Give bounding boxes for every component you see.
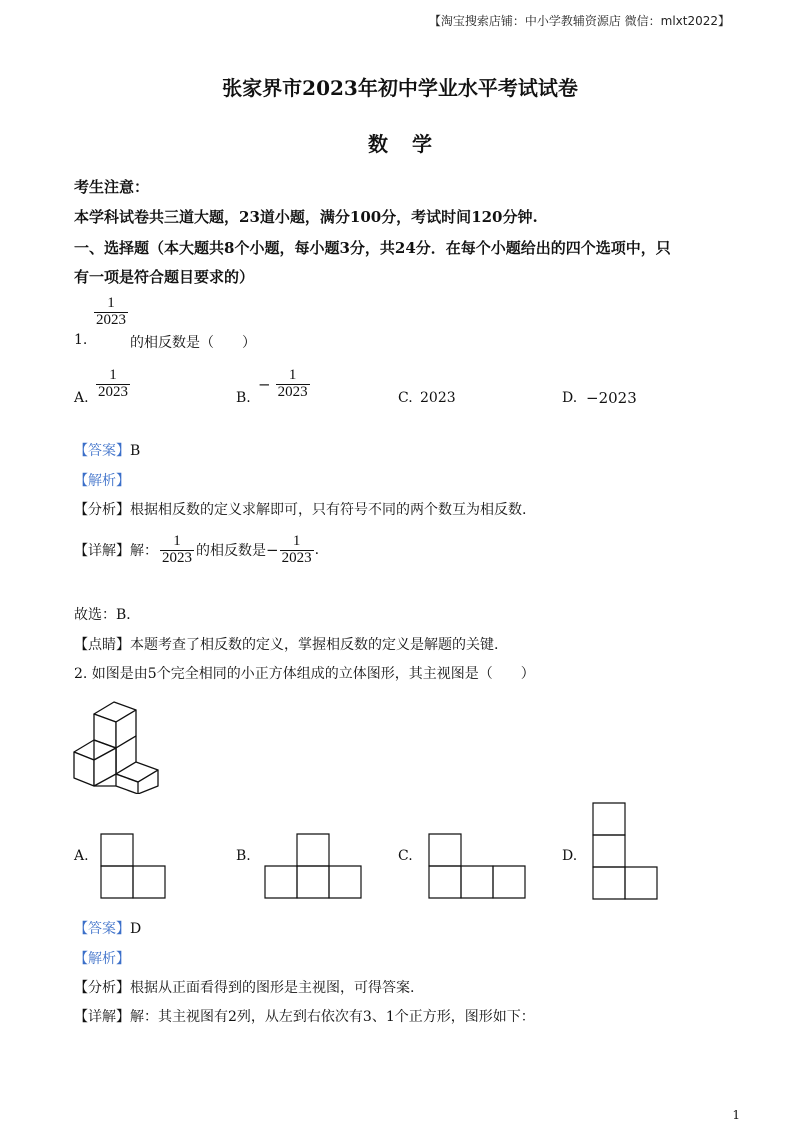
q1-detail-den: 2023	[162, 549, 192, 566]
q1-option-d-text: −2023	[586, 389, 637, 407]
notice-heading: 考生注意：	[74, 178, 150, 196]
q2-answer: D	[130, 921, 142, 937]
q1-option-b	[258, 368, 310, 401]
q1-fenxi-tag: 【分析】	[74, 502, 130, 518]
q2-fenxi-row	[74, 977, 414, 997]
q2-option-b-figure	[264, 833, 362, 899]
q1-answer-row	[74, 440, 140, 460]
section1-line2: 有一项是符合题目要求的）	[74, 268, 255, 286]
q1-option-a	[96, 368, 130, 401]
q1-frac-num: 1	[107, 295, 115, 311]
q1-analysis-tag: 【解析】	[74, 473, 130, 489]
page-title: 张家界市2023年初中学业水平考试试卷	[222, 76, 578, 100]
section1-line1: 一、选择题（本大题共8个小题，每小题3分，共24分．在每个小题给出的四个选项中，只	[74, 239, 671, 257]
subject-title: 数学	[368, 132, 456, 156]
q1-option-c-text: 2023	[420, 390, 456, 406]
q1-option-b-num: 1	[288, 367, 297, 383]
q2-stem: 2. 如图是由5个完全相同的小正方体组成的立体图形，其主视图是（ ）	[74, 666, 535, 682]
q2-option-c-figure	[428, 833, 526, 899]
q1-detail-end: .	[314, 542, 320, 559]
q2-detail-row	[74, 1006, 535, 1026]
q1-detail-tag: 【详解】	[74, 543, 130, 560]
q1-option-d-label: D.	[562, 390, 578, 406]
q1-fenxi: 根据相反数的定义求解即可，只有符号不同的两个数互为相反数.	[130, 502, 527, 518]
q1-point-tag: 【点睛】	[74, 637, 130, 653]
q1-detail-sign: −	[266, 541, 279, 560]
q2-detail: 解：其主视图有2列，从左到右依次有3、1个正方形，图形如下：	[130, 1009, 535, 1025]
header-note: 【淘宝搜索店铺：中小学教辅资源店 微信：mlxt2022】	[428, 14, 730, 28]
q1-option-a-den: 2023	[98, 383, 128, 400]
q1-answer: B	[130, 443, 141, 459]
q1-stem: 的相反数是（ ）	[130, 335, 256, 351]
q1-fenxi-row	[74, 499, 526, 519]
q1-option-a-label: A.	[74, 390, 89, 406]
q1-option-c-label: C.	[398, 390, 413, 406]
q1-detail-num2: 1	[292, 533, 301, 549]
q1-fraction	[94, 296, 128, 329]
q1-point-row	[74, 634, 498, 654]
notice-line: 本学科试卷共三道大题，23道小题，满分100分，考试时间120分钟.	[74, 208, 538, 226]
q2-option-a-figure	[100, 833, 166, 899]
q1-choose: 故选：B．	[74, 607, 141, 623]
q1-option-b-den: 2023	[277, 383, 308, 400]
q2-option-b-label: B.	[236, 848, 251, 864]
q1-option-a-num: 1	[109, 367, 117, 383]
q1-frac-den: 2023	[96, 311, 126, 328]
q2-option-d-figure	[592, 802, 658, 900]
q2-option-a-label: A.	[74, 848, 89, 864]
q1-option-b-sign: −	[258, 375, 271, 394]
q1-point: 本题考查了相反数的定义，掌握相反数的定义是解题的关键.	[130, 637, 499, 653]
q1-detail-den2: 2023	[281, 549, 312, 566]
q1-number: 1.	[74, 332, 88, 348]
cube-stack-figure	[70, 690, 170, 794]
page-number: 1	[732, 1108, 740, 1122]
q2-fenxi: 根据从正面看得到的图形是主视图，可得答案.	[130, 980, 415, 996]
q2-option-c-label: C.	[398, 848, 413, 864]
q2-option-d-label: D.	[562, 848, 578, 864]
q1-detail-num: 1	[173, 533, 181, 549]
q2-fenxi-tag: 【分析】	[74, 980, 130, 996]
q1-detail-mid: 的相反数是	[196, 543, 266, 560]
q2-detail-tag: 【详解】	[74, 1009, 130, 1025]
q1-option-b-label: B.	[236, 390, 251, 406]
q1-answer-tag: 【答案】	[74, 443, 130, 459]
q1-detail-prefix: 解：	[130, 543, 158, 560]
q1-detail-row	[74, 534, 319, 567]
q2-analysis-tag: 【解析】	[74, 951, 130, 967]
q2-answer-tag: 【答案】	[74, 921, 130, 937]
q2-answer-row	[74, 918, 141, 938]
